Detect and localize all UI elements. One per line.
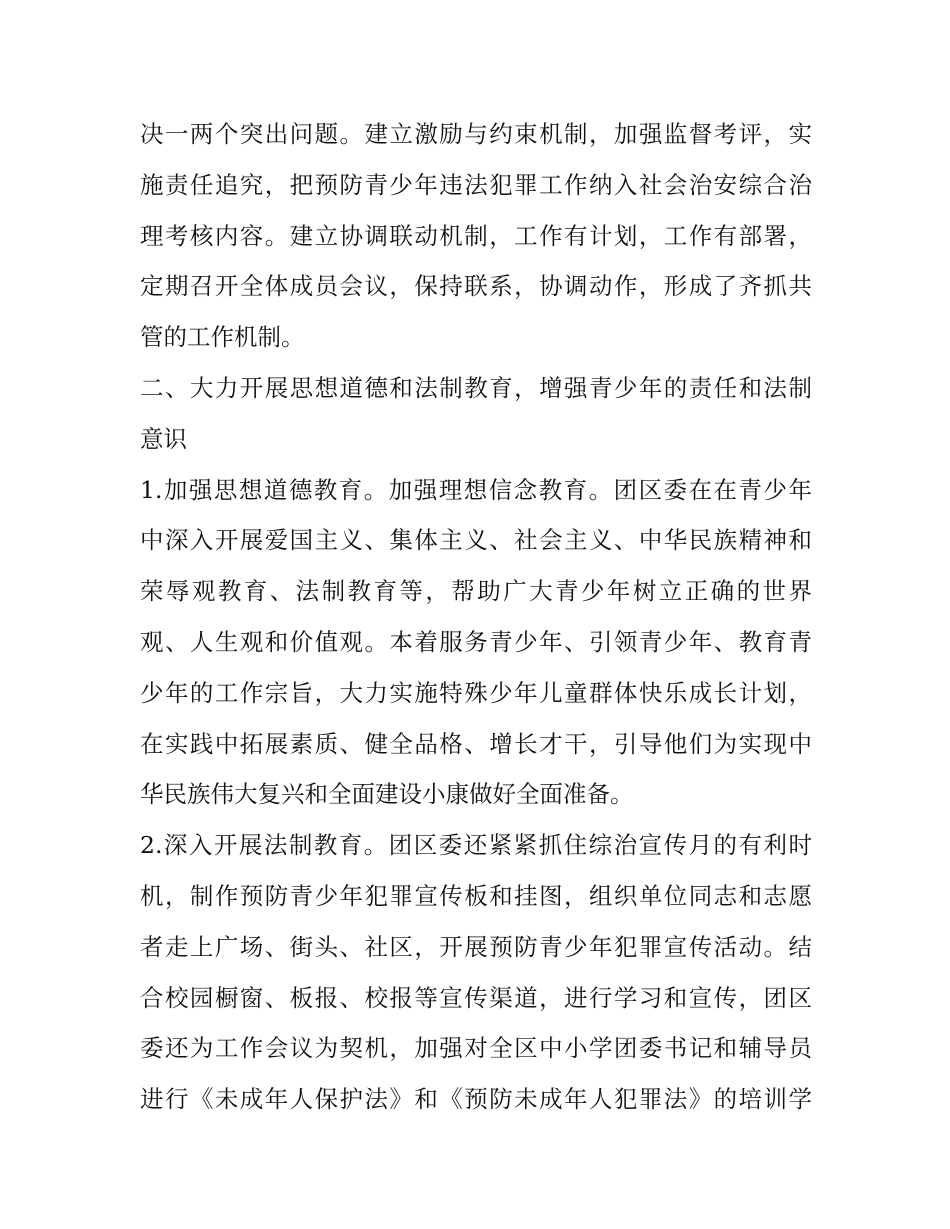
text-line: 少年的工作宗旨，大力实施特殊少年儿童群体快乐成长计划， bbox=[140, 678, 812, 707]
section-heading-line: 二、大力开展思想道德和法制教育，增强青少年的责任和法制 bbox=[140, 373, 812, 402]
text-line: 者走上广场、街头、社区，开展预防青少年犯罪宣传活动。结 bbox=[140, 932, 812, 961]
text-line: 在实践中拓展素质、健全品格、增长才干，引导他们为实现中 bbox=[140, 729, 812, 758]
text-line: 1.加强思想道德教育。加强理想信念教育。团区委在在青少年 bbox=[140, 475, 812, 504]
text-line: 施责任追究，把预防青少年违法犯罪工作纳入社会治安综合治 bbox=[140, 170, 812, 199]
text-line: 决一两个突出问题。建立激励与约束机制，加强监督考评，实 bbox=[140, 120, 812, 148]
text-line: 管的工作机制。 bbox=[140, 323, 305, 352]
text-line: 机，制作预防青少年犯罪宣传板和挂图，组织单位同志和志愿 bbox=[140, 881, 812, 910]
text-line: 中深入开展爱国主义、集体主义、社会主义、中华民族精神和 bbox=[140, 526, 812, 555]
text-line: 合校园橱窗、板报、校报等宣传渠道，进行学习和宣传，团区 bbox=[140, 983, 812, 1012]
text-line: 委还为工作会议为契机，加强对全区中小学团委书记和辅导员 bbox=[140, 1034, 812, 1063]
text-line: 理考核内容。建立协调联动机制，工作有计划，工作有部署， bbox=[140, 221, 812, 250]
text-line: 荣辱观教育、法制教育等，帮助广大青少年树立正确的世界 bbox=[140, 577, 812, 606]
text-line: 华民族伟大复兴和全面建设小康做好全面准备。 bbox=[140, 780, 634, 809]
text-line: 观、人生观和价值观。本着服务青少年、引领青少年、教育青 bbox=[140, 627, 812, 656]
text-line: 定期召开全体成员会议，保持联系，协调动作，形成了齐抓共 bbox=[140, 272, 812, 301]
section-heading-line: 意识 bbox=[140, 424, 187, 453]
document-body bbox=[140, 109, 812, 1125]
text-line: 进行《未成年人保护法》和《预防未成年人犯罪法》的培训学 bbox=[140, 1085, 812, 1114]
text-line: 2.深入开展法制教育。团区委还紧紧抓住综治宣传月的有利时 bbox=[140, 831, 812, 860]
